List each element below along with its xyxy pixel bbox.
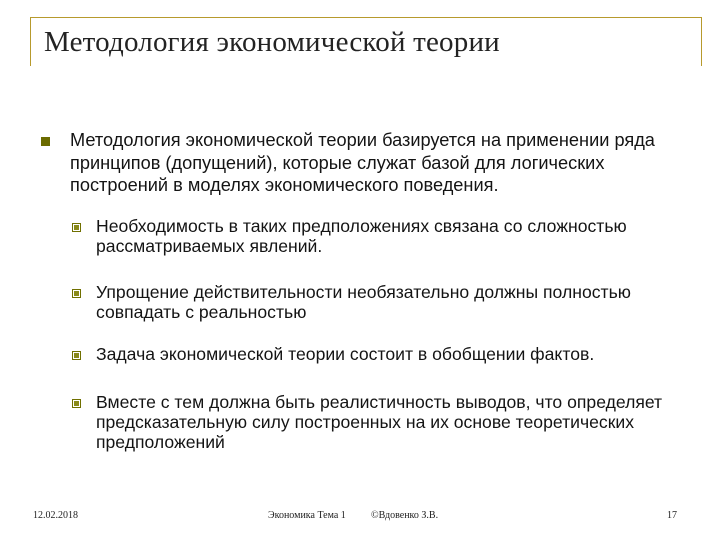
title-frame-left-line [30, 17, 31, 66]
main-bullet-lead: Методология экономической теории [70, 130, 378, 150]
title-frame-right-line [701, 17, 702, 66]
slide-title: Методология экономической теории [44, 26, 500, 58]
checkbox-bullet-icon [72, 399, 81, 408]
footer-course: Экономика Тема 1 [268, 510, 346, 521]
title-frame-top-line [30, 17, 702, 18]
sub-bullet-text: Задача экономической теории состоит в обобщении фактов. [96, 344, 595, 364]
sub-bullet-text: Вместе с тем должна быть реалистичность выводов, что определяет предсказательную силу построенных на их основе теоретических предположений [96, 392, 663, 452]
footer-page-number: 17 [667, 510, 677, 521]
sub-bullet-text: Необходимость в таких предположениях связана со сложностью рассматриваемых явлений. [96, 216, 627, 256]
footer-author: ©Вдовенко З.В. [371, 510, 439, 521]
main-bullet-text [70, 129, 690, 197]
checkbox-bullet-icon [72, 223, 81, 232]
checkbox-bullet-icon [72, 289, 81, 298]
footer-date: 12.02.2018 [33, 510, 78, 521]
sub-bullet-text: Упрощение действительности необязательно должны полностью совпадать с реальностью [96, 282, 631, 322]
main-bullet-rest: базируется на применении ряда принципов (допущений), которые служат базой для логических построений в моделях экономического поведения. [70, 130, 655, 195]
square-bullet-icon [41, 137, 50, 146]
checkbox-bullet-icon [72, 351, 81, 360]
